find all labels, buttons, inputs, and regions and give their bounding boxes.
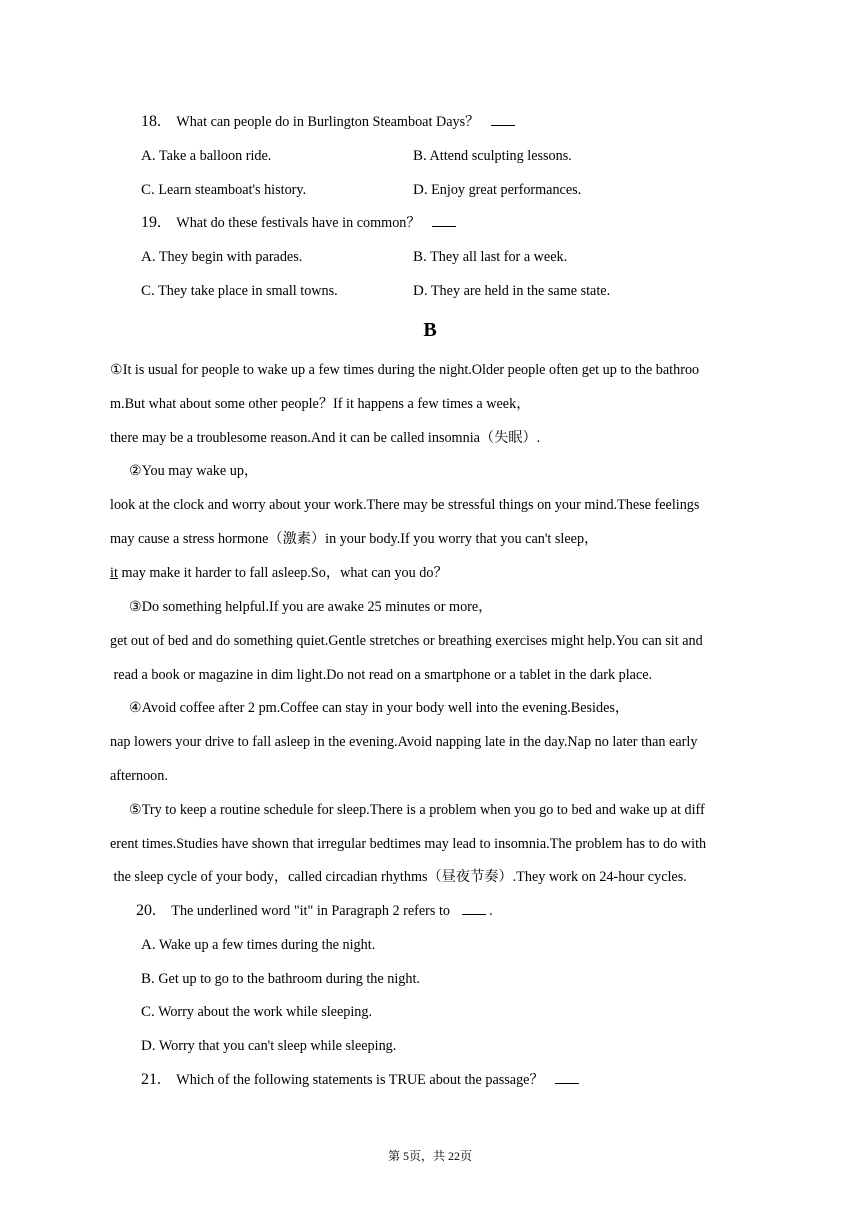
answer-blank xyxy=(462,913,486,915)
option-letter: D. xyxy=(141,1038,156,1054)
passage-p4-line-3: afternoon. xyxy=(110,768,168,784)
passage-p5-line-2: erent times.Studies have shown that irregular bedtimes may lead to insomnia.The problem has to do with xyxy=(110,836,707,852)
question-21 xyxy=(141,1070,579,1090)
option-letter: C. xyxy=(141,182,155,198)
passage-text: may make it harder to fall asleep.So，what can you do？ xyxy=(117,565,448,581)
option-text: They take place in small towns. xyxy=(158,283,338,299)
option-20-d xyxy=(141,1036,396,1056)
passage-p4-line-2: nap lowers your drive to fall asleep in the evening.Avoid napping late in the day.Nap no later than early xyxy=(110,734,698,750)
passage-p3-line-3: read a book or magazine in dim light.Do not read on a smartphone or a tablet in the dark place. xyxy=(110,667,653,683)
option-20-a xyxy=(141,935,375,955)
question-number: 21. xyxy=(141,1071,161,1088)
option-text: Take a balloon ride. xyxy=(158,148,272,164)
option-19-a xyxy=(141,247,302,267)
question-19 xyxy=(141,213,456,233)
question-text: Which of the following statements is TRUE about the passage？ xyxy=(176,1072,544,1088)
question-text: The underlined word "it" in Paragraph 2 refers to xyxy=(171,903,450,919)
option-19-b xyxy=(413,247,567,267)
option-letter: B. xyxy=(413,148,427,164)
option-20-c xyxy=(141,1002,372,1022)
option-letter: B. xyxy=(413,249,427,265)
option-19-c xyxy=(141,281,338,301)
option-text: Attend sculpting lessons. xyxy=(429,148,572,164)
underlined-word: it xyxy=(110,565,118,581)
passage-p1-line-1: ①It is usual for people to wake up a few times during the night.Older people often get up to the bathroo xyxy=(110,362,700,378)
passage-p3-line-1: ③Do something helpful.If you are awake 25 minutes or more， xyxy=(129,599,493,615)
option-18-c xyxy=(141,180,306,200)
option-text: Wake up a few times during the night. xyxy=(158,937,376,953)
passage-p2-line-2: look at the clock and worry about your work.There may be stressful things on your mind.These feelings xyxy=(110,497,700,513)
question-text: What can people do in Burlington Steamboat Days？ xyxy=(176,114,480,130)
option-letter: D. xyxy=(413,283,428,299)
question-number: 19. xyxy=(141,214,161,231)
option-letter: A. xyxy=(141,937,156,953)
passage-p5-line-3: the sleep cycle of your body，called circadian rhythms（昼夜节奏）.They work on 24-hour cycles. xyxy=(110,869,687,885)
answer-blank xyxy=(491,124,515,126)
option-20-b xyxy=(141,969,420,989)
passage-p4-line-1: ④Avoid coffee after 2 pm.Coffee can stay in your body well into the evening.Besides， xyxy=(129,700,630,716)
question-18 xyxy=(141,112,515,132)
option-18-a xyxy=(141,146,271,166)
passage-p2-line-4 xyxy=(110,563,448,583)
option-text: Worry that you can't sleep while sleeping. xyxy=(158,1038,397,1054)
option-letter: A. xyxy=(141,148,156,164)
option-letter: B. xyxy=(141,971,155,987)
answer-blank xyxy=(555,1082,579,1084)
passage-p1-line-3: there may be a troublesome reason.And it can be called insomnia（失眠）. xyxy=(110,430,541,446)
question-number: 20. xyxy=(136,902,156,919)
passage-p1-line-2: m.But what about some other people？If it happens a few times a week， xyxy=(110,396,531,412)
passage-p2-line-1: ②You may wake up， xyxy=(129,463,259,479)
section-heading: B xyxy=(423,319,437,341)
option-text: Get up to go to the bathroom during the night. xyxy=(158,971,420,987)
page-footer: 第 5页，共 22页 xyxy=(387,1149,472,1163)
option-text: Worry about the work while sleeping. xyxy=(158,1004,373,1020)
option-letter: D. xyxy=(413,182,428,198)
option-text: They begin with parades. xyxy=(158,249,303,265)
option-18-d xyxy=(413,180,581,200)
option-text: Learn steamboat's history. xyxy=(158,182,307,198)
option-text: Enjoy great performances. xyxy=(431,182,582,198)
option-letter: A. xyxy=(141,249,156,265)
option-18-b xyxy=(413,146,572,166)
option-text: They are held in the same state. xyxy=(430,283,611,299)
answer-blank xyxy=(432,225,456,227)
passage-p3-line-2: get out of bed and do something quiet.Gentle stretches or breathing exercises might help.You can sit and xyxy=(110,633,703,649)
option-text: They all last for a week. xyxy=(430,249,568,265)
passage-p2-line-3: may cause a stress hormone（激素）in your body.If you worry that you can't sleep， xyxy=(110,531,599,547)
option-letter: C. xyxy=(141,1004,155,1020)
passage-p5-line-1: ⑤Try to keep a routine schedule for sleep.There is a problem when you go to bed and wake up at diff xyxy=(129,802,705,818)
option-19-d xyxy=(413,281,610,301)
question-number: 18. xyxy=(141,113,161,130)
question-20 xyxy=(136,901,493,921)
option-letter: C. xyxy=(141,283,155,299)
question-text: What do these festivals have in common？ xyxy=(176,215,421,231)
question-suffix: . xyxy=(489,903,493,919)
